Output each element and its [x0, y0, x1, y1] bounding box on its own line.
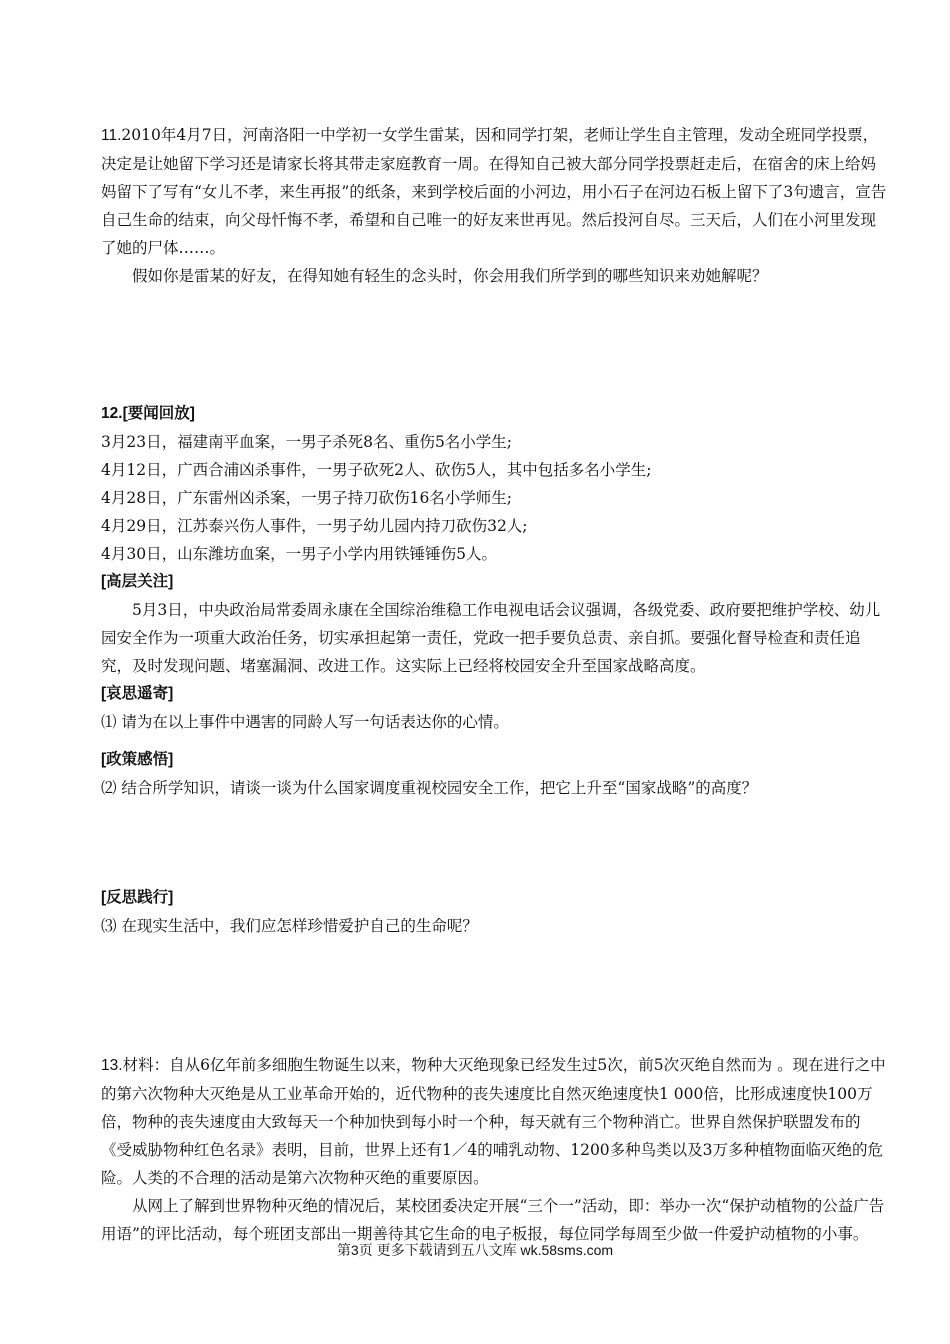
focus-section-title: [高层关注]	[101, 573, 174, 590]
question-12	[101, 399, 891, 736]
reflect-question: ⑶ 在现实生活中，我们应怎样珍惜爱护自己的生命呢？	[101, 917, 478, 935]
news-item: 4月28日，广东雷州凶杀案，一男子持刀砍伤16名小学师生;	[101, 489, 513, 507]
focus-paragraph: 5月3日，中央政治局常委周永康在全国综治维稳工作电视电话会议强调，各级党委、政府要把维护学校、幼儿园安全作为一项重大政治任务，切实承担起第一责任，党政一把手要负总责、亲自抓。要强化督导检查和责任追究，及时发现问题、堵塞漏洞、改进工作。这实际上已经将校园安全升至国家战略高度。	[101, 601, 881, 675]
news-item: 3月23日，福建南平血案，一男子杀死8名、重伤5名小学生;	[101, 433, 513, 451]
question-13-activity: 从网上了解到世界物种灭绝的情况后，某校团委决定开展“三个一”活动，即：举办一次“保护动植物的公益广告用语”的评比活动，每个班团支部出一期善待其它生命的电子板报，每位同学每周至少做一件爱护动植物的小事。	[101, 1197, 885, 1243]
question-11-prompt: 假如你是雷某的好友，在得知她有轻生的念头时，你会用我们所学到的哪些知识来劝她解呢？	[132, 267, 768, 285]
policy-section-title: [政策感悟]	[101, 751, 174, 768]
question-13-body: 材料：自从6亿年前多细胞生物诞生以来，物种大灭绝现象已经发生过5次，前5次灭绝自然而为 。现在进行之中的第六次物种大灭绝是从工业革命开始的，近代物种的丧失速度比自然灭绝速度快1 000倍，比形成速度快100万倍，物种的丧失速度由大致每天一个种加快到每小时一个种，每天就有三个物种消亡。世界自然保护联盟发布的《受威胁物种红色名录》表明，目前，世界上还有1／4的哺乳动物、1200多种鸟类以及3万多种植物面临灭绝的危险。人类的不合理的活动是第六次物种灭绝的重要原因。	[101, 1056, 886, 1187]
question-13	[101, 1051, 891, 1248]
news-section-title: [要闻回放]	[122, 405, 195, 422]
policy-question: ⑵ 结合所学知识，请谈一谈为什么国家调度重视校园安全工作，把它上升至“国家战略”的高度？	[101, 779, 758, 797]
page-footer: 第3页 更多下载请到五八文库 wk.58sms.com	[336, 1242, 614, 1258]
question-12-number: 12.	[101, 405, 123, 422]
question-11-body: 2010年4月7日，河南洛阳一中学初一女学生雷某，因和同学打架，老师让学生自主管理，发动全班同学投票，决定是让她留下学习还是请家长将其带走家庭教育一周。在得知自己被大部分同学投票赶走后，在宿舍的床上给妈妈留下了写有“女儿不孝，来生再报”的纸条，来到学校后面的小河边，用小石子在河边石板上留下了3句遗言，宣告自己生命的结束，向父母忏悔不孝，希望和自己唯一的好友来世再见。然后投河自尽。三天后，人们在小河里发现了她的尸体……。	[101, 126, 887, 257]
question-11-text	[101, 121, 891, 262]
question-11	[101, 121, 891, 290]
reflect-section	[101, 884, 891, 940]
mourn-question: ⑴ 请为在以上事件中遇害的同龄人写一句话表达你的心情。	[101, 713, 509, 731]
policy-section	[101, 746, 891, 802]
news-item: 4月30日，山东潍坊血案，一男子小学内用铁锤锤伤5人。	[101, 545, 497, 563]
news-item: 4月29日，江苏泰兴伤人事件，一男子幼儿园内持刀砍伤32人;	[101, 517, 528, 535]
question-13-text	[101, 1051, 891, 1192]
question-13-number: 13.	[101, 1057, 123, 1074]
news-item: 4月12日，广西合浦凶杀事件，一男子砍死2人、砍伤5人，其中包括多名小学生;	[101, 461, 652, 479]
reflect-section-title: [反思践行]	[101, 889, 174, 906]
mourn-section-title: [哀思遥寄]	[101, 685, 174, 702]
question-12-heading	[101, 399, 891, 428]
question-11-number: 11.	[101, 127, 122, 144]
